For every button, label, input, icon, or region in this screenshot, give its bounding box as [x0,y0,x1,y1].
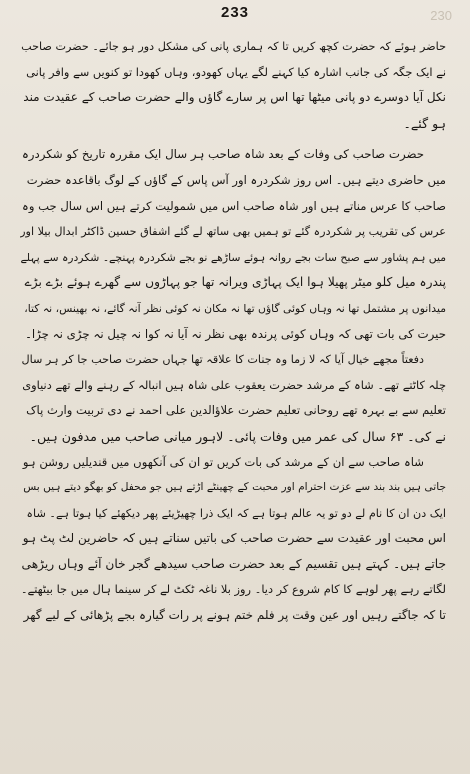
text-line: نے ایک جگہ کی جانب اشارہ کیا کہنے لگے یہاں کھودو، وہاں کھودا تو کنویں سے وافر پانی [26,64,446,79]
paragraph [20,34,446,136]
text-line: عرس کی تقریب پر شکردرہ گئے تو ہمیں بھی ساتھ لے گئے اشفاق حسین ڈاکٹر ابدال بیلا اور [20,225,446,239]
text-line: چلہ کاٹتے تھے۔ شاہ کے مرشد حضرت یعقوب علی شاہ ہیں انبالہ کے رہنے والے تھے دنیاوی [22,377,446,392]
text-line: صاحب کا عرس مناتے ہیں اور شاہ صاحب اس میں شمولیت کرتے ہیں اس سال جب وہ [22,198,446,213]
text-line: جاتے ہیں۔ کہتے ہیں تقسیم کے بعد حضرت صاحب سیدھے گجر خان آئے وہاں ریڑھی [21,556,446,571]
text-line: لگاتے رہے پھر لوہے کا کام شروع کر دیا۔ روز بلا ناغہ ٹکٹ لے کر سینما ہال میں جا بیٹھتے۔ [20,582,446,597]
text-line: حیرت کی بات تھی کہ وہاں کوئی پرندہ بھی نظر نہ آیا نہ کوا نہ چیل نہ چڑی نہ چڑا۔ [24,326,446,341]
text-line: حاضر ہوئے کہ حضرت کچھ کریں تا کہ ہماری پانی کی مشکل دور ہو جائے۔ حضرت صاحب [21,40,446,53]
text-line: میں ہم پشاور سے صبح سات بجے روانہ ہوئے ساڑھے نو بجے شکردرہ پہنچے۔ شکردرہ سے پہلے [20,250,446,264]
text-line: نکل آیا دوسرے دو پانی میٹھا تھا اس پر سارے گاؤں والے حضرت صاحب کے عقیدت مند [23,90,446,105]
body-text [20,34,446,629]
text-line: تا کہ جاگتے رہیں اور عین وقت پر فلم ختم ہونے پر رات گیارہ بجے پڑھائی کے لیے گھر [23,608,446,623]
paragraph [20,450,446,629]
paragraph [20,347,446,449]
text-line: ہو گئے۔ [403,115,446,131]
text-line: پندرہ میل کلو میٹر پھیلا ہوا ایک پہاڑی ویرانہ تھا جو پہاڑوں سے گھرے ہوئے بڑے بڑے [24,275,446,290]
text-line: نے کی۔ ۶۳ سال کی عمر میں وفات پائی۔ لاہور میانی صاحب میں مدفون ہیں۔ [29,428,446,444]
text-line: شاہ صاحب سے ان کے مرشد کی بات کریں تو ان کی آنکھوں میں قندیلیں روشن ہو [22,454,424,469]
text-line: دفعتاً مجھے خیال آیا کہ لا زما وہ جنات کا علاقہ تھا جہاں حضرت صاحب جا کر ہر سال [21,353,424,367]
text-line: حضرت صاحب کی وفات کے بعد شاہ صاحب ہر سال ایک مقررہ تاریخ کو شکردرہ [21,147,424,162]
text-line: میں حاضری دیتے ہیں۔ اس روز شکردرہ اور آس پاس کے گاؤں کے لوگ باقاعدہ حضرت [26,172,446,187]
ghost-page-number: 230 [430,8,452,23]
text-line: تعلیم سے بے بہرہ تھے روحانی تعلیم حضرت علاؤالدین علی احمد نے دی تربیت وارث پاک [26,403,446,418]
page-number: 233 [220,4,250,21]
text-line: جاتی ہیں بند بند سے عزت احترام اور محبت کے چھینٹے اڑتے ہیں جو محفل کو بھگو دیتے ہیں بس [23,481,446,494]
text-line: اس محبت اور عقیدت سے حضرت صاحب کی باتیں سناتے ہیں کہ حاضرین لٹ پٹ ہو [22,531,446,546]
text-line: میدانوں پر مشتمل تھا نہ وہاں کوئی گاؤں تھا نہ مکان نہ کوئی نظر آنہ گائے، نہ بھینس، نہ کتا، [24,301,446,315]
paragraph [20,142,446,347]
text-line: ایک دن ان کا نام لے دو تو یہ عالم ہوتا ہے کہ ایک ذرا چھیڑیئے پھر دیکھئے کیا ہوتا ہے۔ شاہ [26,506,446,520]
